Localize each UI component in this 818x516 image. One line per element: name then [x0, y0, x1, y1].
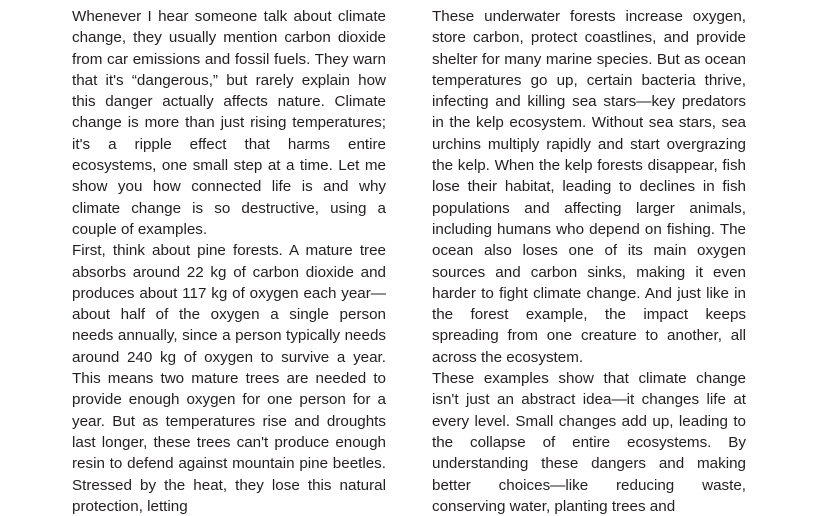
paragraph-intro: Whenever I hear someone talk about climate change, they usually mention carbon dioxide from car emissions and fossil fuels. They warn that it's “dangerous,” but rarely explain how this danger actually affects nature. Climate change is more than just rising temperatures; it's a ripple effect that harms entire ecosystems, one small step at a time. Let me show you how connected life is and why climate change is so destructive, using a couple of examples.	[72, 8, 386, 238]
paragraph-pine-forests: First, think about pine forests. A mature tree absorbs around 22 kg of carbon dioxide and produces about 117 kg of oxygen each year—about half of the oxygen a single person needs annually, since a person typically needs around 240 kg of oxygen to survive a year. This means two mature trees are needed to provide enough oxygen for one person for a year. But as temperatures rise and droughts last longer, these trees can't produce enough resin to defend against mountain pine beetles. Stressed by the heat, they lose this natural protection, letting	[72, 242, 386, 515]
right-column	[432, 6, 746, 516]
paragraph-kelp-forests: These underwater forests increase oxygen, store carbon, protect coastlines, and provide shelter for many marine species. But as ocean temperatures go up, certain bacteria thrive, infecting and killing sea stars—key predators in the kelp ecosystem. Without sea stars, sea urchins multiply rapidly and start overgrazing the kelp. When the kelp forests disappear, fish lose their habitat, leading to declines in fish populations and affecting larger animals, including humans who depend on fishing. The ocean also loses one of its main oxygen sources and carbon sinks, making it even harder to fight climate change. And just like in the forest example, the impact keeps spreading from one creature to another, all across the ecosystem.	[432, 8, 746, 366]
left-column	[72, 6, 386, 516]
paragraph-conclusion: These examples show that climate change isn't just an abstract idea—it changes life at every level. Small changes add up, leading to the collapse of entire ecosystems. By understanding these dangers and making better choices—like reducing waste, conserving water, planting trees and	[432, 370, 746, 515]
